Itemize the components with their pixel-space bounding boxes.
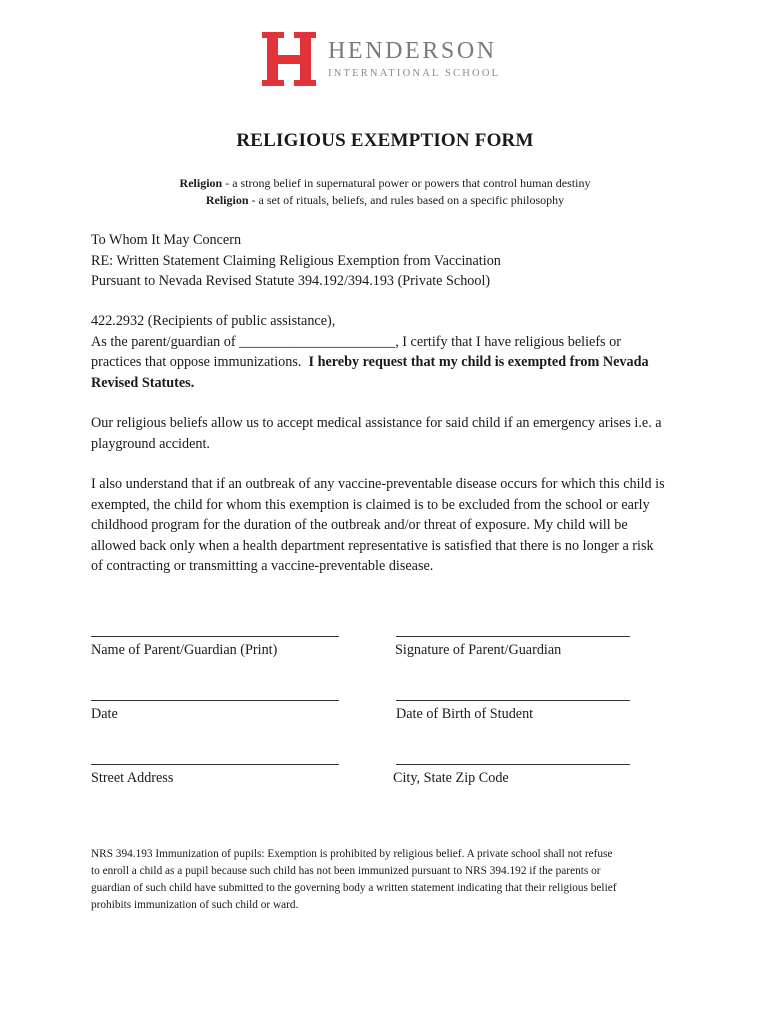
definition-line (0, 192, 770, 209)
date-label: Date (91, 706, 118, 722)
form-title: RELIGIOUS EXEMPTION FORM (236, 130, 534, 151)
date-field[interactable] (91, 700, 339, 701)
outbreak-line: exempted, the child for whom this exemption is claimed is to be excluded from the school or early (91, 496, 650, 513)
request-line (91, 352, 691, 373)
footnote-line: prohibits immunization of such child or ward. (91, 899, 299, 911)
student-dob-field[interactable] (396, 700, 630, 701)
definition-term: Religion (205, 193, 249, 207)
definition-line (0, 175, 770, 192)
religion-definitions (0, 175, 770, 209)
school-logo (262, 32, 500, 86)
definition-text: - a set of rituals, beliefs, and rules based on a specific philosophy (248, 193, 565, 207)
logo-text (328, 38, 500, 81)
outbreak-line: I also understand that if an outbreak of any vaccine-preventable disease occurs for which this child is (91, 476, 665, 492)
child-name-blank-line[interactable]: As the parent/guardian of ______________________, I certify that I have religious beliefs or (91, 333, 621, 350)
outbreak-paragraph (91, 474, 691, 577)
outbreak-line: allowed back only when a health department representative is satisfied that there is no longer a risk (91, 537, 654, 554)
city-state-zip-field[interactable] (396, 764, 630, 765)
street-address-field[interactable] (91, 764, 339, 765)
parent-signature-label: Signature of Parent/Guardian (395, 642, 562, 658)
parent-signature-field[interactable] (396, 636, 630, 637)
outbreak-line: childhood program for the duration of the outbreak and/or threat of exposure. My child will be (91, 517, 628, 533)
footnote-line: to enroll a child as a pupil because such child has not been immunized pursuant to NRS 394.192 if the parents or (91, 865, 601, 877)
certify-paragraph (91, 311, 691, 393)
student-dob-label: Date of Birth of Student (396, 706, 534, 722)
street-address-label: Street Address (91, 770, 174, 786)
definition-term: Religion (179, 176, 223, 190)
salutation: To Whom It May Concern (91, 232, 242, 248)
city-state-zip-label: City, State Zip Code (393, 770, 509, 786)
medical-paragraph (91, 413, 691, 454)
parent-name-label: Name of Parent/Guardian (Print) (91, 642, 278, 658)
nrs-footnote (91, 846, 691, 914)
request-bold-text: I hereby request that my child is exempted from Nevada (308, 354, 649, 370)
definition-text: - a strong belief in supernatural power or powers that control human destiny (222, 176, 591, 190)
medical-line: Our religious beliefs allow us to accept medical assistance for said child if an emergency arises i.e. a (91, 415, 662, 431)
statute-line: Pursuant to Nevada Revised Statute 394.192/394.193 (Private School) (91, 273, 491, 289)
school-subtitle: INTERNATIONAL SCHOOL (328, 67, 501, 79)
parent-name-field[interactable] (91, 636, 339, 637)
footnote-line: guardian of such child have submitted to the governing body a written statement indicating that their religious belief (91, 882, 617, 894)
outbreak-line: of contracting or transmitting a vaccine-preventable disease. (91, 558, 434, 574)
medical-line: playground accident. (91, 435, 210, 452)
intro-paragraph (91, 230, 691, 292)
school-name: HENDERSON (328, 37, 497, 64)
henderson-h-logo-icon (262, 32, 316, 86)
request-text: practices that oppose immunizations. (91, 354, 309, 370)
footnote-line: NRS 394.193 Immunization of pupils: Exemption is prohibited by religious belief. A private school shall not refuse (91, 848, 613, 860)
subject-line: RE: Written Statement Claiming Religious Exemption from Vaccination (91, 252, 501, 269)
assistance-line: 422.2932 (Recipients of public assistance), (91, 313, 336, 329)
request-bold-end: Revised Statutes. (91, 374, 195, 391)
